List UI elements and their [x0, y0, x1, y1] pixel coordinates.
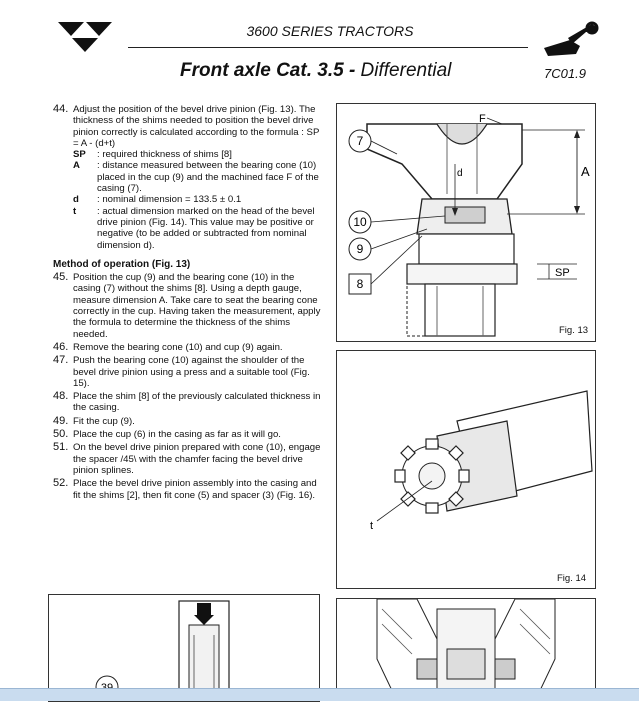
wrench-hand-icon — [540, 18, 602, 60]
step-51: 51. On the bevel drive pinion prepared with cone (10), engage the spacer /45\ with the chamfer facing the bevel drive pinion splines. — [53, 441, 321, 476]
label-SP: SP — [555, 267, 570, 279]
triple-triangle-logo-icon — [54, 16, 116, 56]
instruction-text — [53, 104, 321, 501]
callout-9: 9 — [356, 242, 364, 256]
method-heading: Method of operation (Fig. 13) — [53, 258, 191, 270]
step-49: 49. Fit the cup (9). — [53, 414, 135, 427]
label-F: F — [479, 113, 486, 125]
pinion-head-drawing — [337, 351, 595, 588]
step-46: 46. Remove the bearing cone (10) and cup (9) again. — [53, 340, 283, 353]
definition-item: A : distance measured between the bearing cone (10) placed in the cup (9) and the machined face F of the casing (7). — [73, 160, 319, 195]
brand-logo — [54, 16, 116, 56]
figure-caption: Fig. 14 — [557, 573, 587, 584]
pinion-assembly-drawing — [337, 599, 595, 701]
step-45: 45. Position the cup (9) and the bearing cone (10) in the casing (7) without the shims [8]. Using a depth gauge, measure dimension A. Take care to seat the bearing cone correctly in the cup. Having taken the measurement, apply the formula to determine the thickness of the shims needed. — [53, 271, 321, 340]
label-A: A — [581, 164, 590, 179]
header-rule — [128, 47, 528, 48]
definition-item: SP : required thickness of shims [8] — [73, 149, 232, 161]
step-48: 48. Place the shim [8] of the previously calculated thickness in the casing. — [53, 390, 321, 414]
page-title: Front axle Cat. 3.5 - Differential — [180, 60, 452, 81]
bevel-pinion-section-drawing — [337, 104, 595, 341]
step-52: 52. Place the bevel drive pinion assembly into the casing and fit the shims [2], then fit cone (5) and spacer (3) (Fig. 16). — [53, 477, 317, 501]
formula-definitions — [73, 149, 321, 251]
callout-10: 10 — [353, 215, 367, 229]
step-47: 47. Push the bearing cone (10) against the shoulder of the bevel drive pinion using a press and a suitable tool (Fig. 15). — [53, 354, 310, 389]
figure-15-partial — [48, 594, 320, 702]
figure-caption: Fig. 13 — [559, 325, 589, 336]
step-number: 44. — [53, 103, 69, 115]
step-50: 50. Place the cup (6) in the casing as far as it will go. — [53, 428, 281, 441]
label-t: t — [370, 520, 374, 532]
figure-14 — [336, 350, 596, 589]
callout-8: 8 — [356, 277, 364, 291]
definition-item: d : nominal dimension = 133.5 ± 0.1 — [73, 194, 242, 206]
label-d: d — [457, 168, 463, 179]
figure-16-partial — [336, 598, 596, 701]
press-tool-drawing — [49, 595, 319, 701]
series-title: 3600 SERIES TRACTORS — [246, 23, 414, 39]
taskbar — [0, 688, 639, 701]
step-44 — [53, 104, 321, 149]
page-code: 7C01.9 — [544, 66, 586, 81]
figure-13 — [336, 103, 596, 342]
callout-7: 7 — [356, 134, 364, 148]
definition-item: t : actual dimension marked on the head of the bevel drive pinion (Fig. 14). This value may be positive or negative (to be added or subtracted from nominal dimension d). — [73, 205, 315, 251]
step-text: Adjust the position of the bevel drive pinion (Fig. 13). The thickness of the shims needed to position the bevel drive pinion correctly is calculated according to the formula : SP = A - (d+t) — [73, 104, 320, 149]
